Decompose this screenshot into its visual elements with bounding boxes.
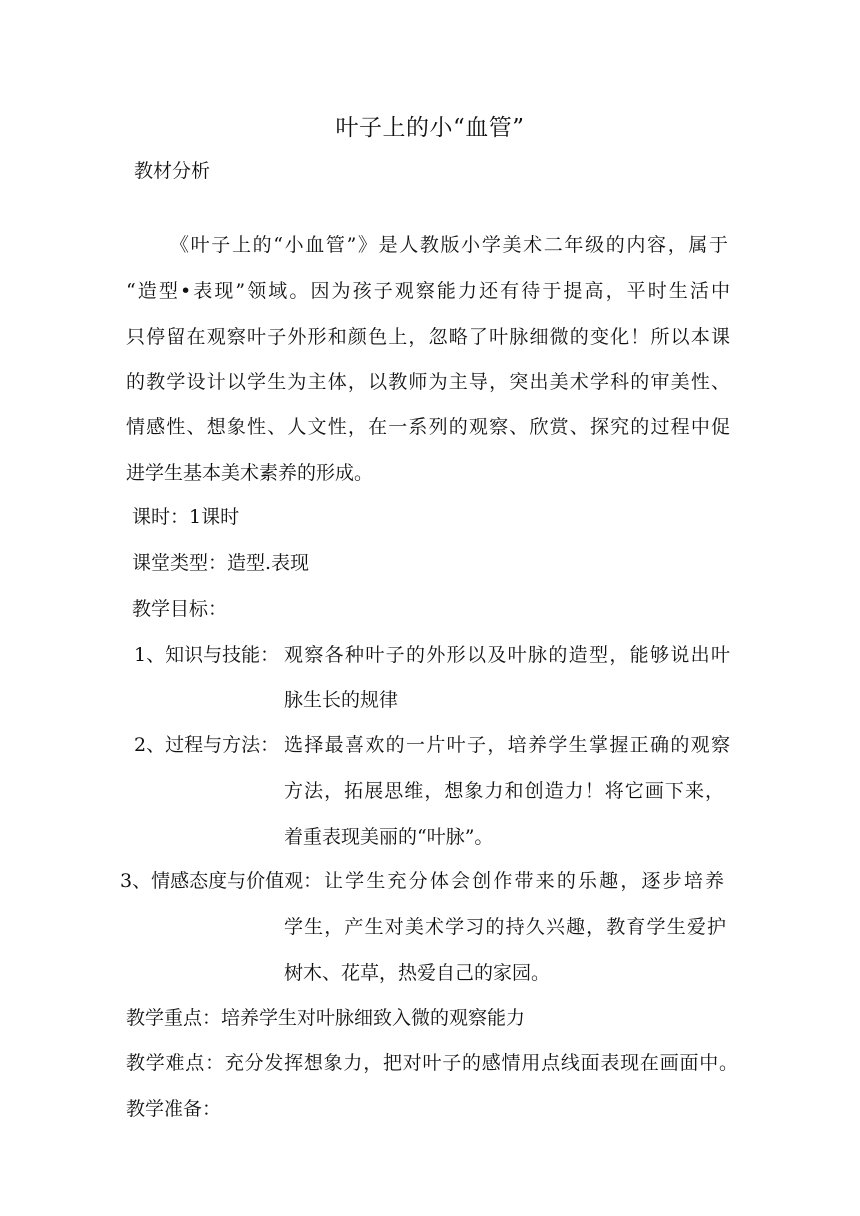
objective-2-line-3: 着重表现美丽的“叶脉”。 (284, 826, 494, 848)
paragraph-line-5: 情感性、想象性、人文性，在一系列的观察、欣赏、探究的过程中促 (126, 416, 730, 438)
paragraph-line-4: 的教学设计以学生为主体，以教师为主导，突出美术学科的审美性、 (126, 371, 730, 393)
objective-1-label: 1、知识与技能： (134, 644, 280, 666)
objective-3-line-3: 树木、花草，热爱自己的家园。 (284, 962, 551, 984)
objective-3-line-2: 学生，产生对美术学习的持久兴趣，教育学生爱护 (284, 916, 726, 938)
objective-2-line-2: 方法，拓展思维，想象力和创造力！将它画下来， (284, 780, 724, 802)
paragraph-line-1: 《叶子上的“小血管”》是人教版小学美术二年级的内容，属于 (170, 234, 728, 256)
paragraph-line-3: 只停留在观察叶子外形和颜色上，忽略了叶脉细微的变化！所以本课 (126, 326, 730, 348)
difficult-point: 教学难点：充分发挥想象力，把对叶子的感情用点线面表现在画面中。 (126, 1052, 738, 1074)
key-point: 教学重点：培养学生对叶脉细致入微的观察能力 (126, 1007, 526, 1029)
class-type: 课堂类型：造型.表现 (132, 552, 310, 574)
objective-1-line-1: 观察各种叶子的外形以及叶脉的造型，能够说出叶 (284, 644, 730, 666)
class-hours: 课时：1课时 (132, 506, 240, 528)
objectives-heading: 教学目标： (132, 598, 228, 620)
preparation: 教学准备： (126, 1098, 222, 1120)
objective-1-line-2: 脉生长的规律 (284, 689, 399, 711)
paragraph-line-6: 进学生基本美术素养的形成。 (126, 462, 374, 484)
objective-3-line-1: 让学生充分体会创作带来的乐趣，逐步培养 (324, 870, 724, 892)
objective-3-label: 3、情感态度与价值观： (120, 870, 323, 892)
page-title: 叶子上的小“血管” (335, 115, 525, 141)
section-heading: 教材分析 (134, 160, 211, 182)
objective-2-line-1: 选择最喜欢的一片叶子，培养学生掌握正确的观察 (284, 734, 730, 756)
paragraph-line-2: “造型•表现”领域。因为孩子观察能力还有待于提高，平时生活中 (126, 280, 730, 302)
objective-2-label: 2、过程与方法： (134, 734, 280, 756)
